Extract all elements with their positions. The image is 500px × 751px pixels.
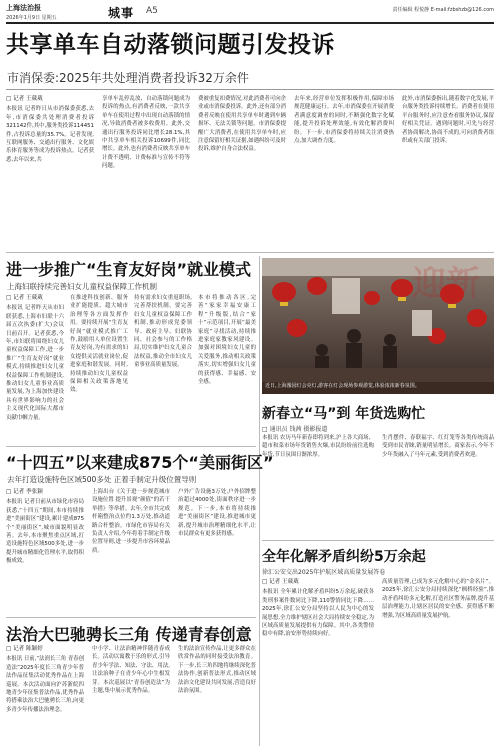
section-name: 城事: [108, 6, 135, 20]
story2-column-4: [198, 294, 256, 444]
story6-headline: 法治大巴驰骋长三角 传递青春创意: [6, 625, 252, 644]
section-rule: [6, 617, 256, 618]
story6-column-2: [92, 645, 170, 746]
lead-body: 此外,市消保委指出,随着数字化发展,平台服务类投诉持续增长。消费者在使用平台服务时,应注意查看服务协议,保留好相关凭证。遇到问题时,可先与经营者协商解决,协商不成的,可向消费者组织或有关部门投诉。: [402, 96, 494, 145]
lead-column-2: [102, 95, 190, 250]
story2-body: 持有需求妇女重返职场,完善帮扶机制。要完善妇女儿童权益保障工作机制,推动形成党委领导、政府主导、妇联协同、社会参与的工作格局,切实维护妇女儿童合法权益,推动全市妇女儿童事业高质量发展。: [134, 295, 192, 369]
lead-body: 费被重复扣费情况,对此消费者可向企业或市消保委投诉。此外,还有部分消费者反映在使用共享单车时遇到车辆损坏、无法关锁等问题。市消保委提醒广大消费者,在使用共享单车时,应注意保留好相关证据,如遇纠纷可及时投诉,维护自身合法权益。: [198, 96, 286, 153]
story4-column-2: [92, 488, 170, 615]
lead-headline: 共享单车自动落锁问题引发投诉: [6, 32, 335, 58]
section-rule: [6, 446, 256, 447]
lead-rule: [6, 89, 494, 90]
section-rule: [262, 540, 494, 541]
lead-subhead: 市消保委:2025年共处理消费者投诉32万余件: [7, 71, 249, 85]
story2-column-1: [6, 294, 64, 444]
story4-body: 本报讯 记者日前从市绿化市容局获悉,“十四五”期间,本市持续推进“美丽街区”建设,累计建成875个“美丽街区”,城市面貌明显改善。去年,本市聚焦重点区域,打造设施特色区域500多处,进一步提升城市精细化管理水平,取得积极成效。: [6, 499, 84, 565]
masthead: [6, 3, 494, 22]
lead-body: 享单车乱停乱放、自动落锁问题成为投诉的热点,有消费者反映,一款共享单车在使用过程中出现自动落锁的情况,导致消费者被多收费用。此外,交通出行服务投诉同比增长28.1%,其中共享单车相关投诉10699件,同比增长。此外,也有消费者反映共享单车计费不透明、计费标准与宣传不符等问题。: [102, 96, 190, 170]
story6-body: 本报讯 日前,“法润长三角 青春创造法”2025年度长三角青少年普法作品征集活动优秀作品在上海巡展。本次活动面向沪苏浙皖四地青少年征集普法作品,优秀作品将搭乘法治大巴驰骋长三角,向更多青少年传播法治理念。: [6, 656, 84, 713]
newspaper-logo: 上海法治报: [6, 3, 41, 12]
market-photo: [262, 258, 494, 382]
lead-byline: □ 记者 王葳葳: [6, 96, 43, 102]
story4-column-1: [6, 488, 84, 615]
issue-date: 2026年1月9日 星期五: [6, 15, 57, 21]
story2-body: 在推进科技创新、服务业扩能提质、超大城市治理等各方面发挥作用。要持续开展“生育友好岗”就业模式推广工作,鼓励用人单位设置生育友好岗,为有需求的妇女提供灵活就业岗位,促进家庭和谐发展。同时,持续推动妇女儿童权益保障相关政策落地见效。: [70, 295, 128, 394]
story5-subhead: 徐汇公安交出2025年护航区域高质量发展答卷: [262, 569, 386, 576]
story2-body: 本市将推动各区,完善“家家幸福安康工程”升级版,结合“家十”示范项目,开展“最美家庭”寻找活动,持续推进家庭家教家风建设。加强对困境妇女儿童的关爱服务,推动相关政策落实,切实增强妇女儿童的获得感、幸福感、安全感。: [198, 295, 256, 386]
story3-body: 本报讯 农历马年新春即将到来,沪上各大商场、超市和菜市场年货销售火爆,市民纷纷前往选购年货,节日氛围日渐浓厚。: [262, 435, 374, 458]
story5-headline: 全年化解矛盾纠纷5万余起: [262, 549, 426, 565]
lead-body: 去年来,经营单位发挥积极作用,保障市场规范健康运行。去年,市消保委在开展消费者满意度调查的同时,不断强化数字化赋能,提升投诉处理效能,有效化解消费纠纷。下一步,市消保委将持续关注消费热点,加大调查力度。: [294, 96, 394, 145]
story5-body: 高质量管理,已成为多元化解中心的“金名片”。2025年,徐汇公安分局持续深化“枫桥经验”,推动矛盾纠纷多元化解,打造社区警务品牌,提升基层治理能力,让辖区居民的安全感、获得感不断增强,为区域高质量发展护航。: [382, 579, 494, 619]
lead-column-3: [198, 95, 286, 250]
story6-byline: □ 记者 陈颖婷: [6, 646, 43, 652]
story3-body: 生肖摆件、春联福字、红灯笼等各类传统商品受到市民青睐,销量明显增长。商家表示,今年不少年货融入了马年元素,受到消费者欢迎。: [382, 435, 494, 458]
story2-column-3: [134, 294, 192, 444]
story2-subhead: 上海妇联持续完善妇女儿童权益保障工作机制: [7, 282, 157, 291]
photo-caption: 近日,上海豫园灯会亮灯,游客在灯会现场参观游览,体验浓浓新春氛围。: [262, 382, 494, 394]
story6-body: 生的法治宣传作品,让更多群众在欣赏作品的同时接受法治教育。下一步,长三角四地将继续深化普法协作,创新普法形式,推动区域法治文化建设共同发展,营造良好法治氛围。: [178, 646, 256, 695]
photo-watermark: 迎新: [412, 264, 480, 304]
story5-column-1: [262, 578, 374, 746]
story6-column-3: [178, 645, 256, 746]
story3-byline: □ 通讯员 钱茜 摄影报道: [262, 426, 328, 433]
story3-column-2: [382, 434, 494, 492]
story2-column-2: [70, 294, 128, 444]
story5-byline: □ 记者 王葳葳: [262, 579, 299, 585]
story4-body: 户外广告设施3万处,户外招牌整治超过4000处,街面秩序进一步规范。下一步,本市将持续推进“美丽街区”建设,推进城市更新,提升城市治理精细化水平,让市民群众有更多获得感。: [178, 489, 256, 538]
lead-body: 本报讯 记者昨日从市消保委获悉,去年,市消保委共处理消费者投诉321142件,其中,服务类投诉114451件,占投诉总量的35.7%。记者发现,互联网服务、交通出行服务、文化娱乐体育服务等成为投诉热点。记者获悉,去年以来,共: [6, 106, 94, 163]
section-rule: [6, 252, 494, 253]
story2-body: 本报讯 记者昨天从市妇联获悉,上海市妇联十六届五次执委(扩大)会议日前召开。记者获悉,今年,市妇联将围绕妇女儿童权益保障工作,进一步推广“生育友好岗”就业模式,持续推进妇女儿童权益保障工作机制建设,推动妇女儿童事业高质量发展,为上海加快建设具有世界影响力的社会主义现代化国际大都市贡献巾帼力量。: [6, 305, 64, 421]
editor-info: 责任编辑 程悦静 E-mail:fzbshzb@126.com: [392, 7, 494, 13]
page-number: A5: [146, 6, 158, 16]
story5-column-2: [382, 578, 494, 746]
story2-headline: 进一步推广“生育友好岗”就业模式: [6, 260, 252, 279]
lead-column-1: [6, 95, 94, 250]
story3-column-1: [262, 434, 374, 492]
story4-body: 上海出台《关于进一步规范城市设施位置 提升景观“颜值”的若干举措》等举措。去年,全市共完成杆箱整治点位约1.3万处,推动道路合杆整治。市绿化市容局有关负责人介绍,今年将着手制定升级位置导则,进一步提升市容环境品质。: [92, 489, 170, 554]
story4-subhead: 去年打造设施特色区域500多处 正着手制定升级位置导则: [7, 475, 197, 484]
story5-body: 本报讯 全年累计化解矛盾纠纷5万余起,破获各类刑事案件数同比下降,110警情同比下降……2025年,徐汇公安分局坚持以人民为中心的发展思想,全力维护辖区社会大局持续安全稳定,为区域高质量发展提供有力保障。其中,各类警情稳中有降,治安形势持续向好。: [262, 589, 374, 638]
lead-column-5: [402, 95, 494, 250]
column-divider: [259, 256, 260, 746]
story4-headline: “十四五”以来建成875个“美丽街区”: [6, 453, 274, 472]
story3-headline: 新春立“马”到 年货选购忙: [262, 406, 426, 422]
lead-column-4: [294, 95, 394, 250]
story4-column-3: [178, 488, 256, 615]
story6-column-1: [6, 645, 84, 746]
story4-byline: □ 记者 季张颖: [6, 489, 43, 495]
story2-byline: □ 记者 王葳葳: [6, 295, 43, 301]
masthead-rule: [6, 22, 494, 24]
story6-body: 中小学、让法治精神伴随青春成长。活动以寓教于乐的形式,引导青少年学法、知法、守法、用法,让法治种子在青少年心中生根发芽。本次巡展以“青春创造法”为主题,集中展示优秀作品。: [92, 646, 170, 695]
